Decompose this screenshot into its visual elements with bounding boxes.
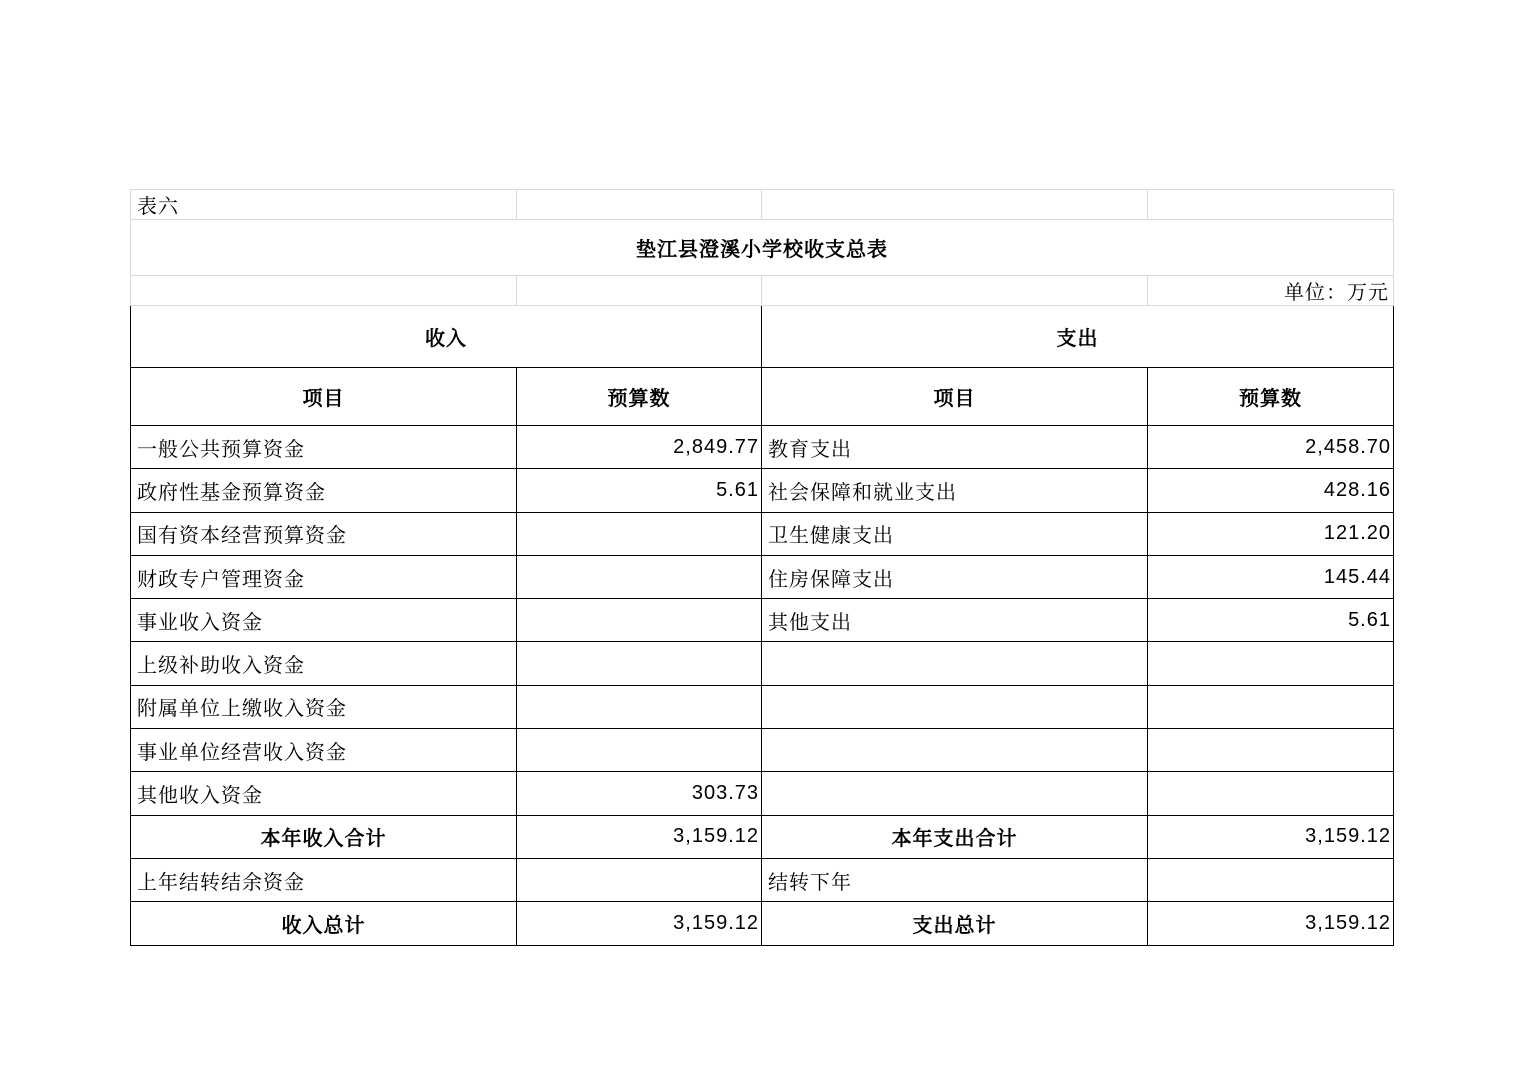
page-title: 垫江县澄溪小学校收支总表 (131, 220, 1394, 276)
expense-amount: 2,458.70 (1148, 426, 1394, 469)
income-amount: 2,849.77 (517, 426, 762, 469)
expense-item (762, 685, 1148, 728)
expense-amount-header: 预算数 (1148, 368, 1394, 426)
expense-item-header: 项目 (762, 368, 1148, 426)
title-row (131, 220, 1394, 276)
income-amount: 303.73 (517, 772, 762, 815)
expense-grand-total-label: 支出总计 (762, 902, 1148, 945)
expense-section-header: 支出 (762, 306, 1394, 368)
expense-item (762, 772, 1148, 815)
income-item: 事业收入资金 (131, 599, 517, 642)
income-section-header: 收入 (131, 306, 762, 368)
table-row (131, 469, 1394, 512)
table-row (131, 772, 1394, 815)
prior-year-carryover-label: 上年结转结余资金 (131, 858, 517, 901)
expense-item: 住房保障支出 (762, 555, 1148, 598)
year-total-row (131, 815, 1394, 858)
next-year-carryover-label: 结转下年 (762, 858, 1148, 901)
unit-row (131, 276, 1394, 306)
expense-amount: 145.44 (1148, 555, 1394, 598)
table-row (131, 729, 1394, 772)
income-amount (517, 555, 762, 598)
income-item: 其他收入资金 (131, 772, 517, 815)
expense-amount (1148, 772, 1394, 815)
income-item: 财政专户管理资金 (131, 555, 517, 598)
income-amount (517, 512, 762, 555)
income-amount (517, 599, 762, 642)
empty-cell (1148, 190, 1394, 220)
expense-item: 卫生健康支出 (762, 512, 1148, 555)
expense-amount: 5.61 (1148, 599, 1394, 642)
expense-amount (1148, 729, 1394, 772)
empty-cell (517, 190, 762, 220)
income-grand-total-amount: 3,159.12 (517, 902, 762, 945)
table-tag-row (131, 190, 1394, 220)
expense-item: 教育支出 (762, 426, 1148, 469)
year-income-total-label: 本年收入合计 (131, 815, 517, 858)
expense-item (762, 729, 1148, 772)
expense-grand-total-amount: 3,159.12 (1148, 902, 1394, 945)
income-amount (517, 642, 762, 685)
unit-label: 单位：万元 (1148, 276, 1394, 306)
table-tag: 表六 (131, 190, 517, 220)
income-item: 一般公共预算资金 (131, 426, 517, 469)
income-expense-summary-table (130, 189, 1394, 946)
grand-total-row (131, 902, 1394, 945)
expense-item (762, 642, 1148, 685)
year-expense-total-amount: 3,159.12 (1148, 815, 1394, 858)
empty-cell (762, 190, 1148, 220)
next-year-carryover-amount (1148, 858, 1394, 901)
empty-cell (131, 276, 517, 306)
income-item: 事业单位经营收入资金 (131, 729, 517, 772)
empty-cell (517, 276, 762, 306)
income-amount (517, 729, 762, 772)
carryover-row (131, 858, 1394, 901)
table-row (131, 599, 1394, 642)
expense-amount: 121.20 (1148, 512, 1394, 555)
column-header-row (131, 368, 1394, 426)
expense-item: 社会保障和就业支出 (762, 469, 1148, 512)
expense-amount: 428.16 (1148, 469, 1394, 512)
expense-amount (1148, 685, 1394, 728)
income-item: 国有资本经营预算资金 (131, 512, 517, 555)
income-item: 附属单位上缴收入资金 (131, 685, 517, 728)
income-item-header: 项目 (131, 368, 517, 426)
income-amount: 5.61 (517, 469, 762, 512)
section-header-row (131, 306, 1394, 368)
table-row (131, 642, 1394, 685)
empty-cell (762, 276, 1148, 306)
income-item: 上级补助收入资金 (131, 642, 517, 685)
income-grand-total-label: 收入总计 (131, 902, 517, 945)
income-amount (517, 685, 762, 728)
table-row (131, 426, 1394, 469)
income-amount-header: 预算数 (517, 368, 762, 426)
income-item: 政府性基金预算资金 (131, 469, 517, 512)
prior-year-carryover-amount (517, 858, 762, 901)
expense-item: 其他支出 (762, 599, 1148, 642)
table-row (131, 685, 1394, 728)
year-income-total-amount: 3,159.12 (517, 815, 762, 858)
table-row (131, 512, 1394, 555)
expense-amount (1148, 642, 1394, 685)
table-row (131, 555, 1394, 598)
year-expense-total-label: 本年支出合计 (762, 815, 1148, 858)
